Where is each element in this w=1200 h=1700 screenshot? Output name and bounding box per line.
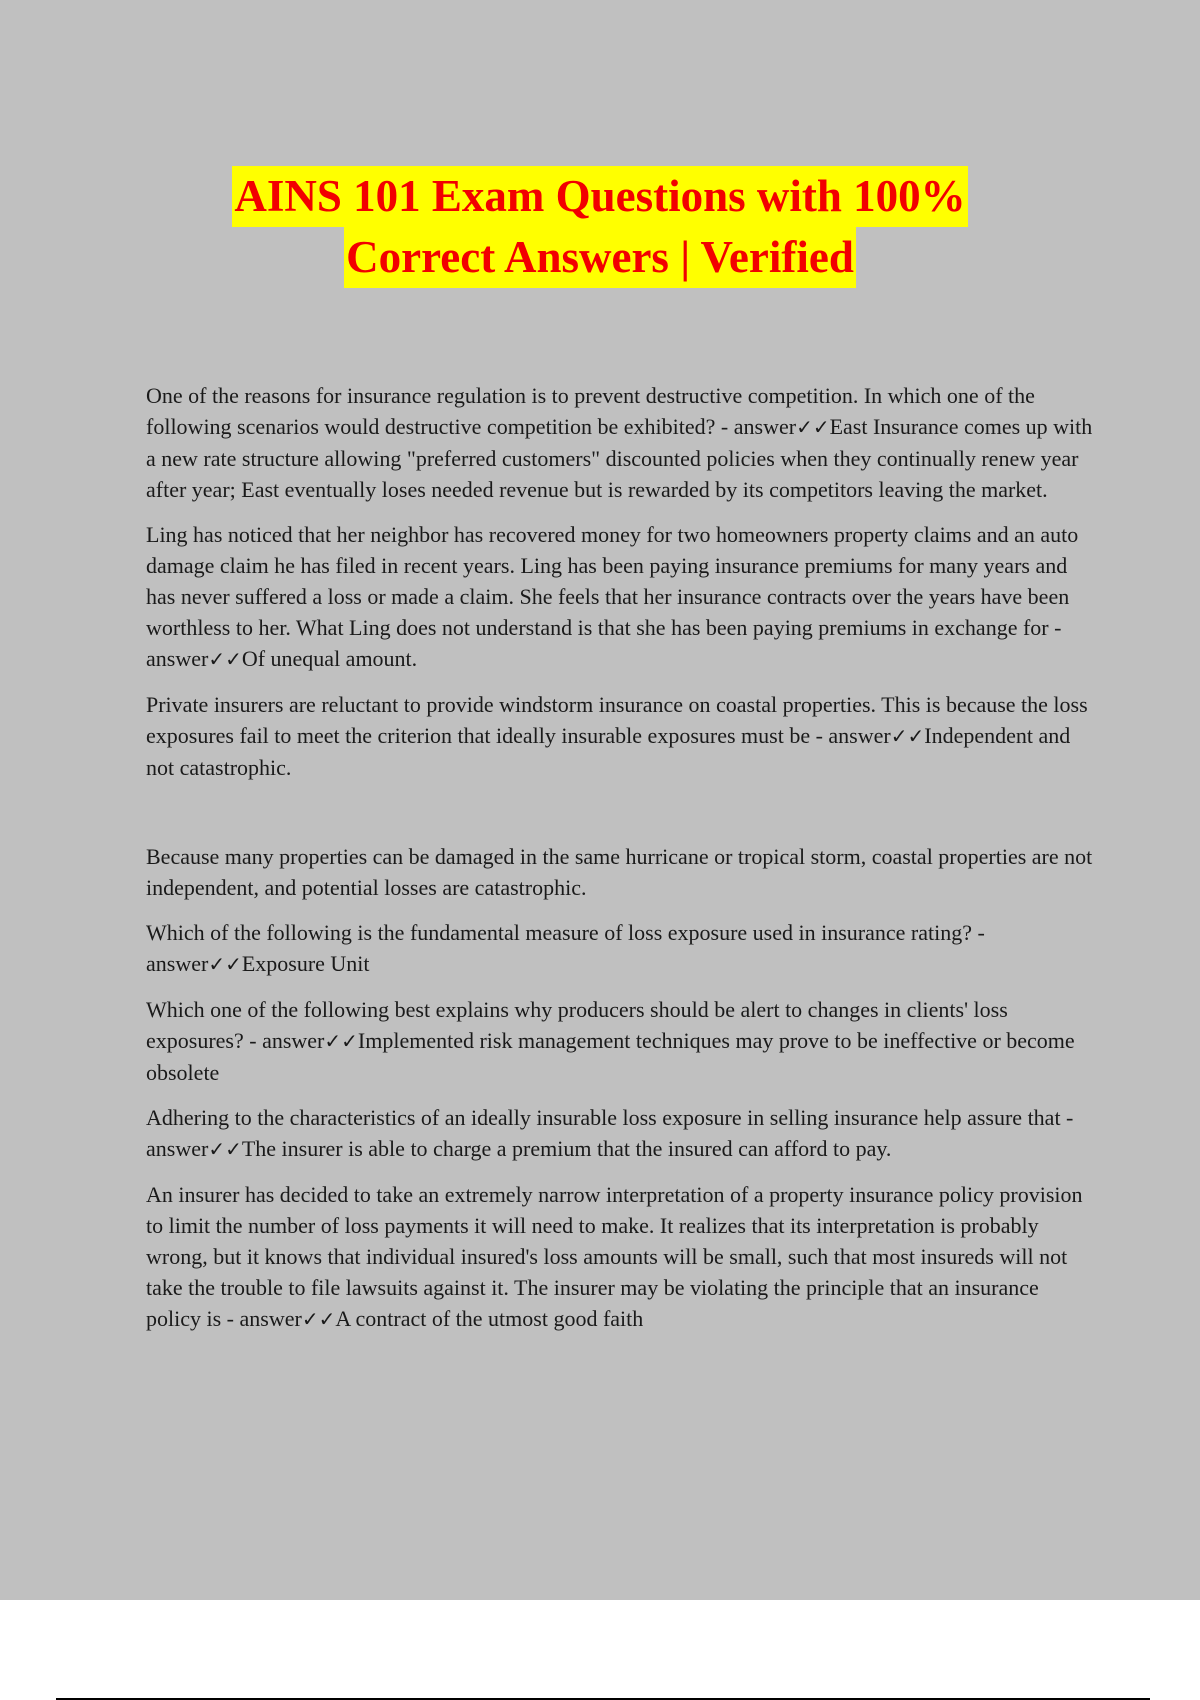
check-marks-icon: ✓✓ bbox=[208, 647, 242, 671]
check-marks-icon: ✓✓ bbox=[796, 415, 830, 439]
check-marks-icon: ✓✓ bbox=[890, 724, 925, 748]
qa-item-6 bbox=[146, 994, 1096, 1088]
question-text: Private insurers are reluctant to provide windstorm insurance on coastal properties. This is because the loss exposures fail to meet the criterion that ideally insurable exposures must be - bbox=[146, 692, 1088, 748]
answer-prefix: answer bbox=[733, 414, 797, 439]
answer-prefix: answer bbox=[262, 1028, 325, 1053]
question-text: Ling has noticed that her neighbor has recovered money for two homeowners property claims and an auto damage claim he has filed in recent years. Ling has been paying insurance premiums for many years and has never suffered a loss or made a claim. She feels that her insurance contracts over the years have been worthless to her. What Ling does not understand is that she has been paying premiums in exchange for - bbox=[146, 522, 1079, 640]
qa-item-8 bbox=[146, 1179, 1096, 1335]
answer-prefix: answer bbox=[146, 646, 209, 671]
answer-text: Independent and not catastrophic. bbox=[146, 723, 1071, 780]
qa-list bbox=[146, 380, 1096, 1349]
question-text: Adhering to the characteristics of an ideally insurable loss exposure in selling insurance help assure that - bbox=[146, 1105, 1074, 1130]
explanation-paragraph: Because many properties can be damaged in the same hurricane or tropical storm, coastal properties are not independent, and potential losses are catastrophic. bbox=[146, 844, 1093, 900]
title-line-1: AINS 101 Exam Questions with 100% bbox=[232, 166, 967, 227]
qa-item-5 bbox=[146, 917, 1096, 980]
answer-prefix: answer bbox=[828, 723, 891, 748]
answer-text: A contract of the utmost good faith bbox=[335, 1306, 644, 1331]
title-line-2: Correct Answers | Verified bbox=[344, 227, 856, 288]
question-text: An insurer has decided to take an extremely narrow interpretation of a property insurance policy provision to limit the number of loss payments it will need to make. It realizes that its interpretation is probably wrong, but it knows that individual insured's loss amounts will be small, such that most insureds will not take the trouble to file lawsuits against it. The insurer may be violating the principle that an insurance policy is - bbox=[146, 1182, 1083, 1331]
answer-text: Exposure Unit bbox=[241, 951, 370, 976]
qa-item-7 bbox=[146, 1102, 1096, 1165]
answer-text: East Insurance comes up with a new rate structure allowing "preferred customers" discounted policies when they continually renew year after year; East eventually loses needed revenue but is rewarded by its competitors leaving the market. bbox=[146, 414, 1093, 502]
answer-prefix: answer bbox=[239, 1306, 302, 1331]
answer-text: The insurer is able to charge a premium that the insured can afford to pay. bbox=[241, 1136, 892, 1161]
qa-item-3 bbox=[146, 689, 1096, 783]
answer-text: Of unequal amount. bbox=[241, 646, 418, 671]
question-text: Which one of the following best explains why producers should be alert to changes in clients' loss exposures? - bbox=[146, 997, 1008, 1053]
check-marks-icon: ✓✓ bbox=[208, 952, 242, 976]
answer-prefix: answer bbox=[146, 1136, 209, 1161]
qa-item-1 bbox=[146, 380, 1096, 505]
answer-prefix: answer bbox=[146, 951, 209, 976]
question-text: Which of the following is the fundamental measure of loss exposure used in insurance rating? - bbox=[146, 920, 985, 945]
check-marks-icon: ✓✓ bbox=[208, 1137, 242, 1161]
check-marks-icon: ✓✓ bbox=[324, 1029, 358, 1053]
document-title bbox=[0, 166, 1200, 288]
check-marks-icon: ✓✓ bbox=[301, 1307, 336, 1331]
qa-item-2 bbox=[146, 519, 1096, 675]
answer-text: Implemented risk management techniques may prove to be ineffective or become obsolete bbox=[146, 1028, 1075, 1085]
question-text: One of the reasons for insurance regulation is to prevent destructive competition. In which one of the following scenarios would destructive competition be exhibited? - bbox=[146, 383, 1035, 439]
